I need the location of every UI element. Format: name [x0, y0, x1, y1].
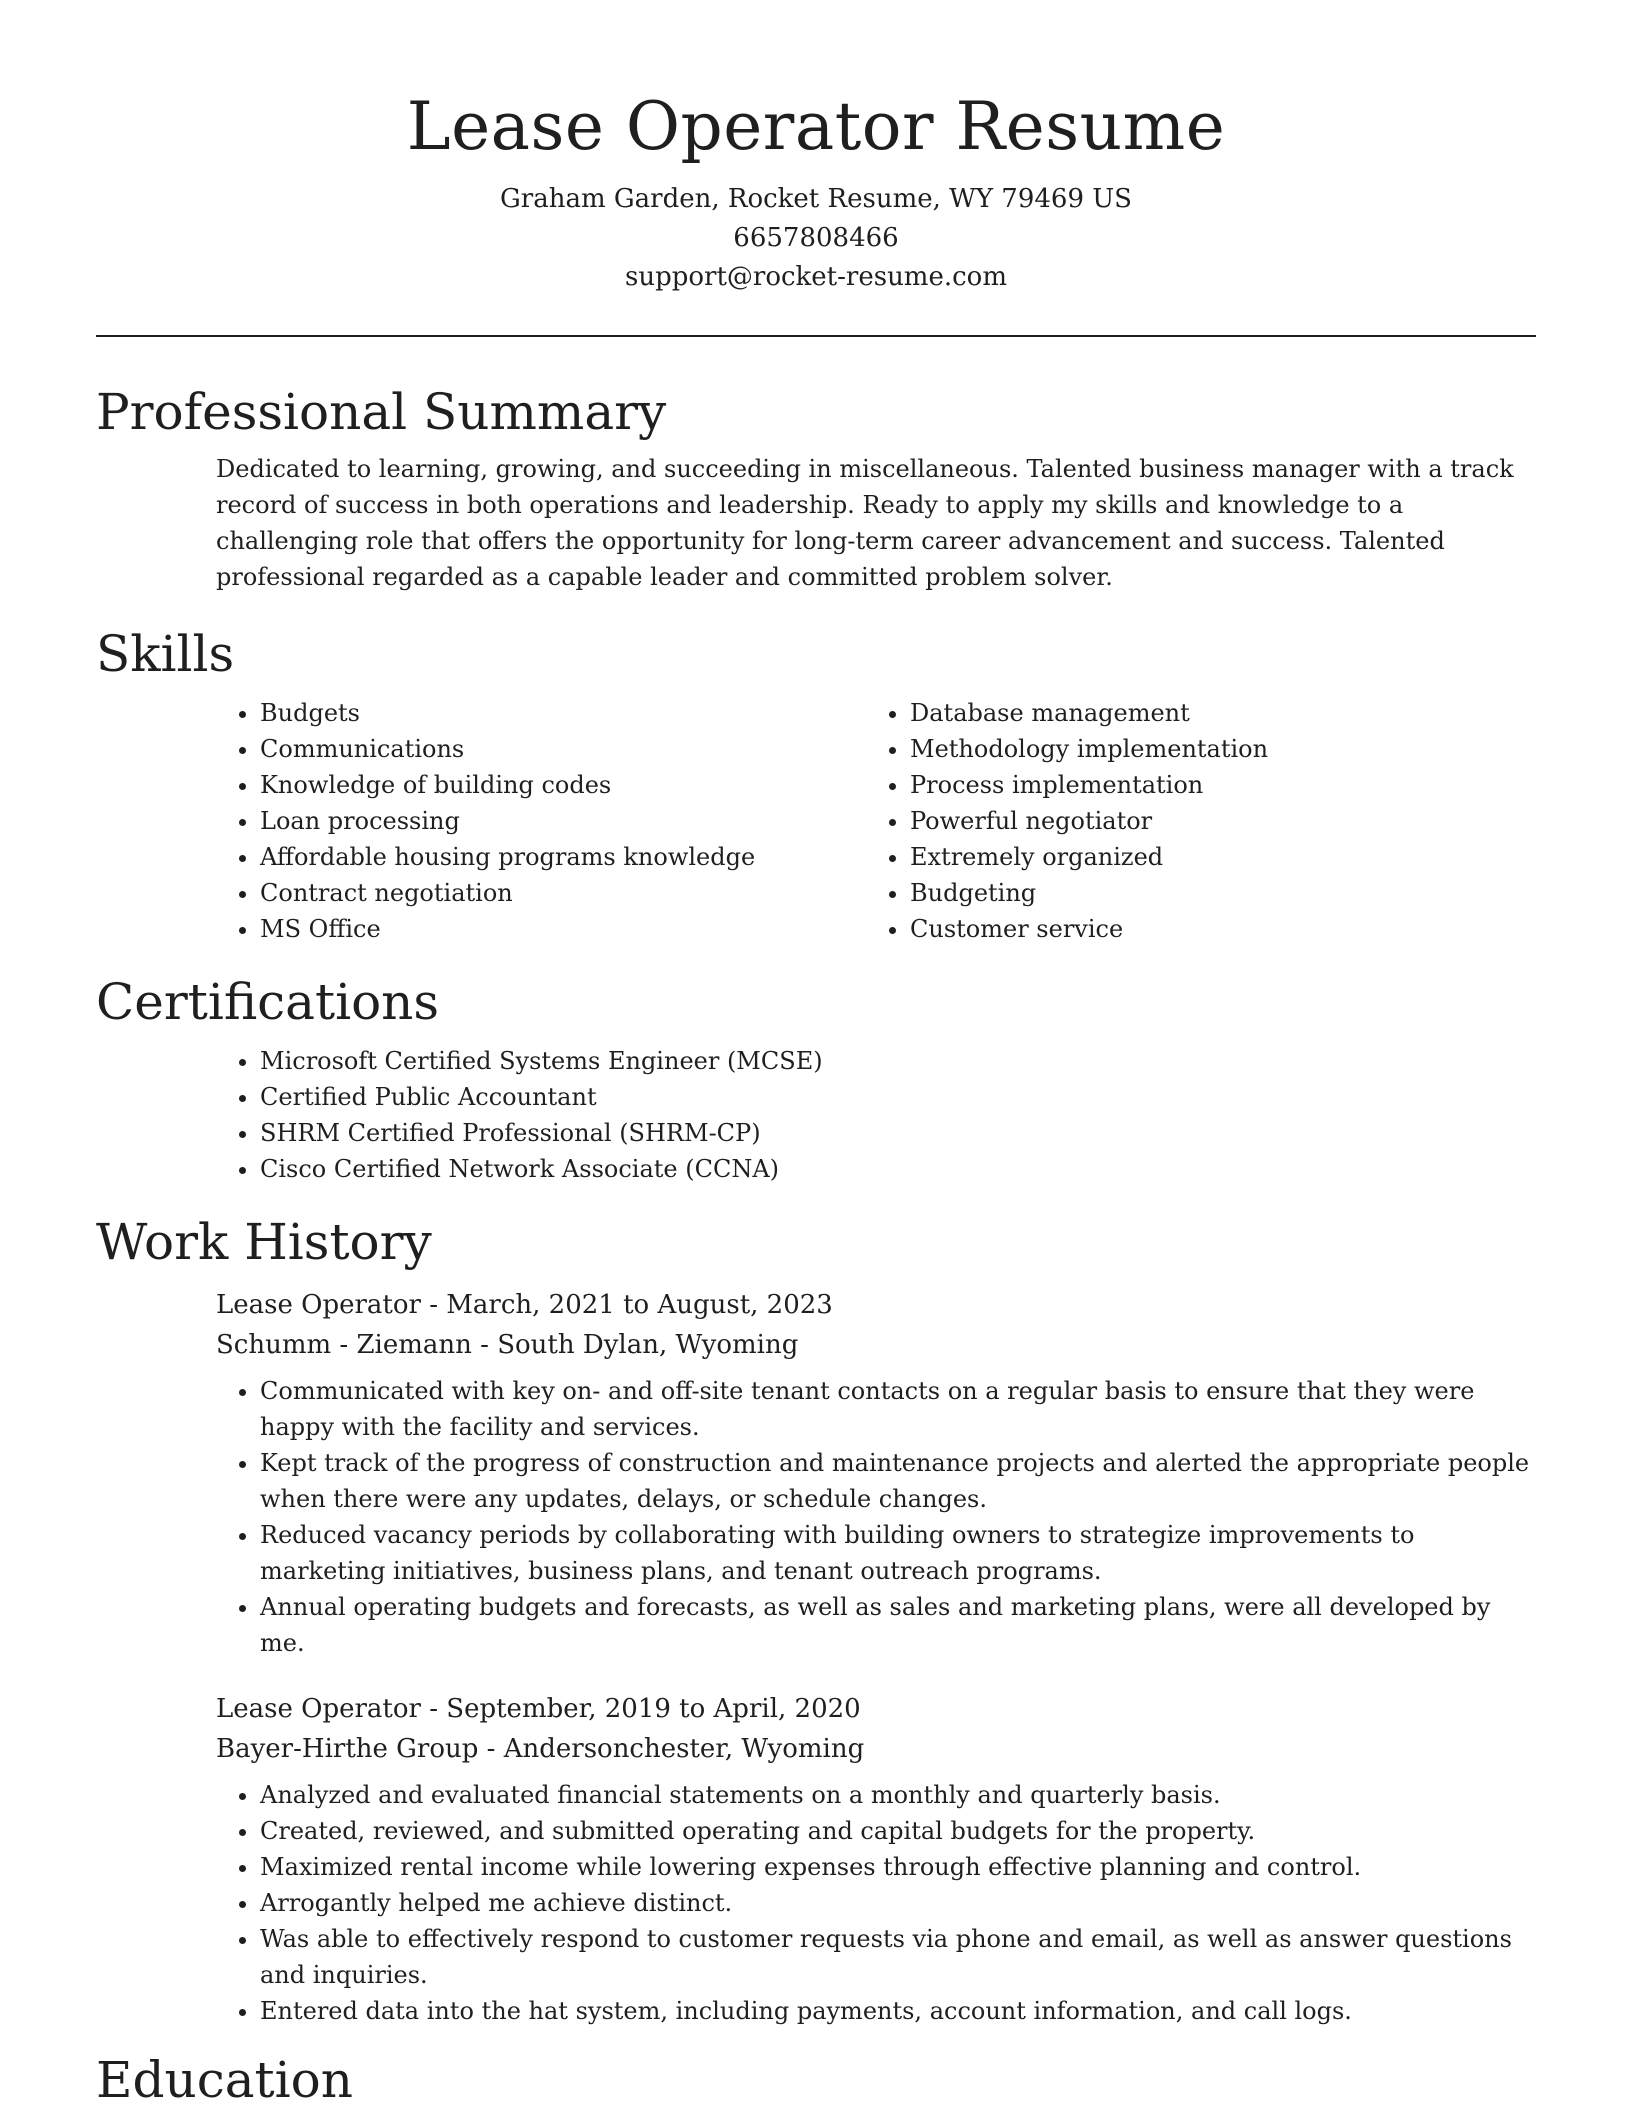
header-divider — [96, 335, 1536, 337]
job-title-dates: Lease Operator - September, 2019 to April, 2020 — [216, 1694, 861, 1724]
skills-section — [96, 621, 1536, 947]
section-heading-skills: Skills — [96, 625, 235, 683]
skill-item: • Loan processing — [260, 803, 866, 839]
certification-item: • SHRM Certified Professional (SHRM-CP) — [260, 1115, 1536, 1151]
skill-item: • MS Office — [260, 911, 866, 947]
job-duties-list — [216, 1777, 1536, 2029]
job-company-location: Schumm - Ziemann - South Dylan, Wyoming — [216, 1330, 799, 1360]
job-duty-item: • Entered data into the hat system, including payments, account information, and call logs. — [260, 1993, 1536, 2029]
job-duty-item: • Annual operating budgets and forecasts, as well as sales and marketing plans, were all developed by me. — [260, 1589, 1536, 1661]
section-heading-education: Education — [96, 2051, 353, 2109]
skills-column-right — [866, 695, 1516, 947]
skill-item: • Budgeting — [910, 875, 1516, 911]
certifications-list — [216, 1043, 1536, 1187]
job-duty-item: • Reduced vacancy periods by collaborating with building owners to strategize improvements to marketing initiatives, business plans, and tenant outreach programs. — [260, 1517, 1536, 1589]
contact-email: support@rocket-resume.com — [624, 262, 1007, 292]
skill-item: • Database management — [910, 695, 1516, 731]
job-company-location: Bayer-Hirthe Group - Andersonchester, Wyoming — [216, 1734, 865, 1764]
section-heading-summary: Professional Summary — [96, 383, 667, 441]
skill-item: • Budgets — [260, 695, 866, 731]
skill-item: • Process implementation — [910, 767, 1516, 803]
page-title: Lease Operator Resume — [406, 88, 1226, 165]
skill-item: • Methodology implementation — [910, 731, 1516, 767]
job-title-dates: Lease Operator - March, 2021 to August, 2023 — [216, 1290, 833, 1320]
certifications-section — [96, 969, 1536, 1187]
skills-grid — [96, 695, 1536, 947]
job-duty-item: • Analyzed and evaluated financial statements on a monthly and quarterly basis. — [260, 1777, 1536, 1813]
job-duty-item: • Created, reviewed, and submitted operating and capital budgets for the property. — [260, 1813, 1536, 1849]
professional-summary-section — [96, 379, 1536, 595]
contact-phone: 6657808466 — [733, 223, 899, 253]
contact-info — [96, 180, 1536, 297]
summary-text: Dedicated to learning, growing, and succeeding in miscellaneous. Talented business manager with a track record of success in both operations and leadership. Ready to apply my skills and knowledge to a challenging role that offers the opportunity for long-term career advancement and success. Talented professional regarded as a capable leader and committed problem solver. — [216, 455, 1514, 591]
certification-item: • Cisco Certified Network Associate (CCNA) — [260, 1151, 1536, 1187]
job-duty-item: • Was able to effectively respond to customer requests via phone and email, as well as answer questions and inquiries. — [260, 1921, 1536, 1993]
skill-item: • Customer service — [910, 911, 1516, 947]
job-duty-item: • Maximized rental income while lowering expenses through effective planning and control. — [260, 1849, 1536, 1885]
job-entry — [96, 1285, 1536, 1661]
section-heading-work-history: Work History — [96, 1213, 432, 1271]
skill-item: • Communications — [260, 731, 866, 767]
skill-item: • Knowledge of building codes — [260, 767, 866, 803]
skill-item: • Affordable housing programs knowledge — [260, 839, 866, 875]
job-duty-item: • Communicated with key on- and off-site tenant contacts on a regular basis to ensure that they were happy with the facility and services. — [260, 1373, 1536, 1445]
job-duties-list — [216, 1373, 1536, 1661]
skill-item: • Powerful negotiator — [910, 803, 1516, 839]
job-duty-item: • Kept track of the progress of construction and maintenance projects and alerted the appropriate people when there were any updates, delays, or schedule changes. — [260, 1445, 1536, 1517]
contact-address: Graham Garden, Rocket Resume, WY 79469 US — [500, 184, 1132, 214]
resume-page — [96, 0, 1536, 2113]
education-section — [96, 2047, 1536, 2113]
work-history-section — [96, 1209, 1536, 2029]
skills-column-left — [216, 695, 866, 947]
section-heading-certifications: Certifications — [96, 973, 440, 1031]
job-duty-item: • Arrogantly helped me achieve distinct. — [260, 1885, 1536, 1921]
job-entry — [96, 1689, 1536, 2029]
certification-item: • Microsoft Certified Systems Engineer (MCSE) — [260, 1043, 1536, 1079]
resume-header — [96, 0, 1536, 297]
certification-item: • Certified Public Accountant — [260, 1079, 1536, 1115]
skill-item: • Contract negotiation — [260, 875, 866, 911]
skill-item: • Extremely organized — [910, 839, 1516, 875]
